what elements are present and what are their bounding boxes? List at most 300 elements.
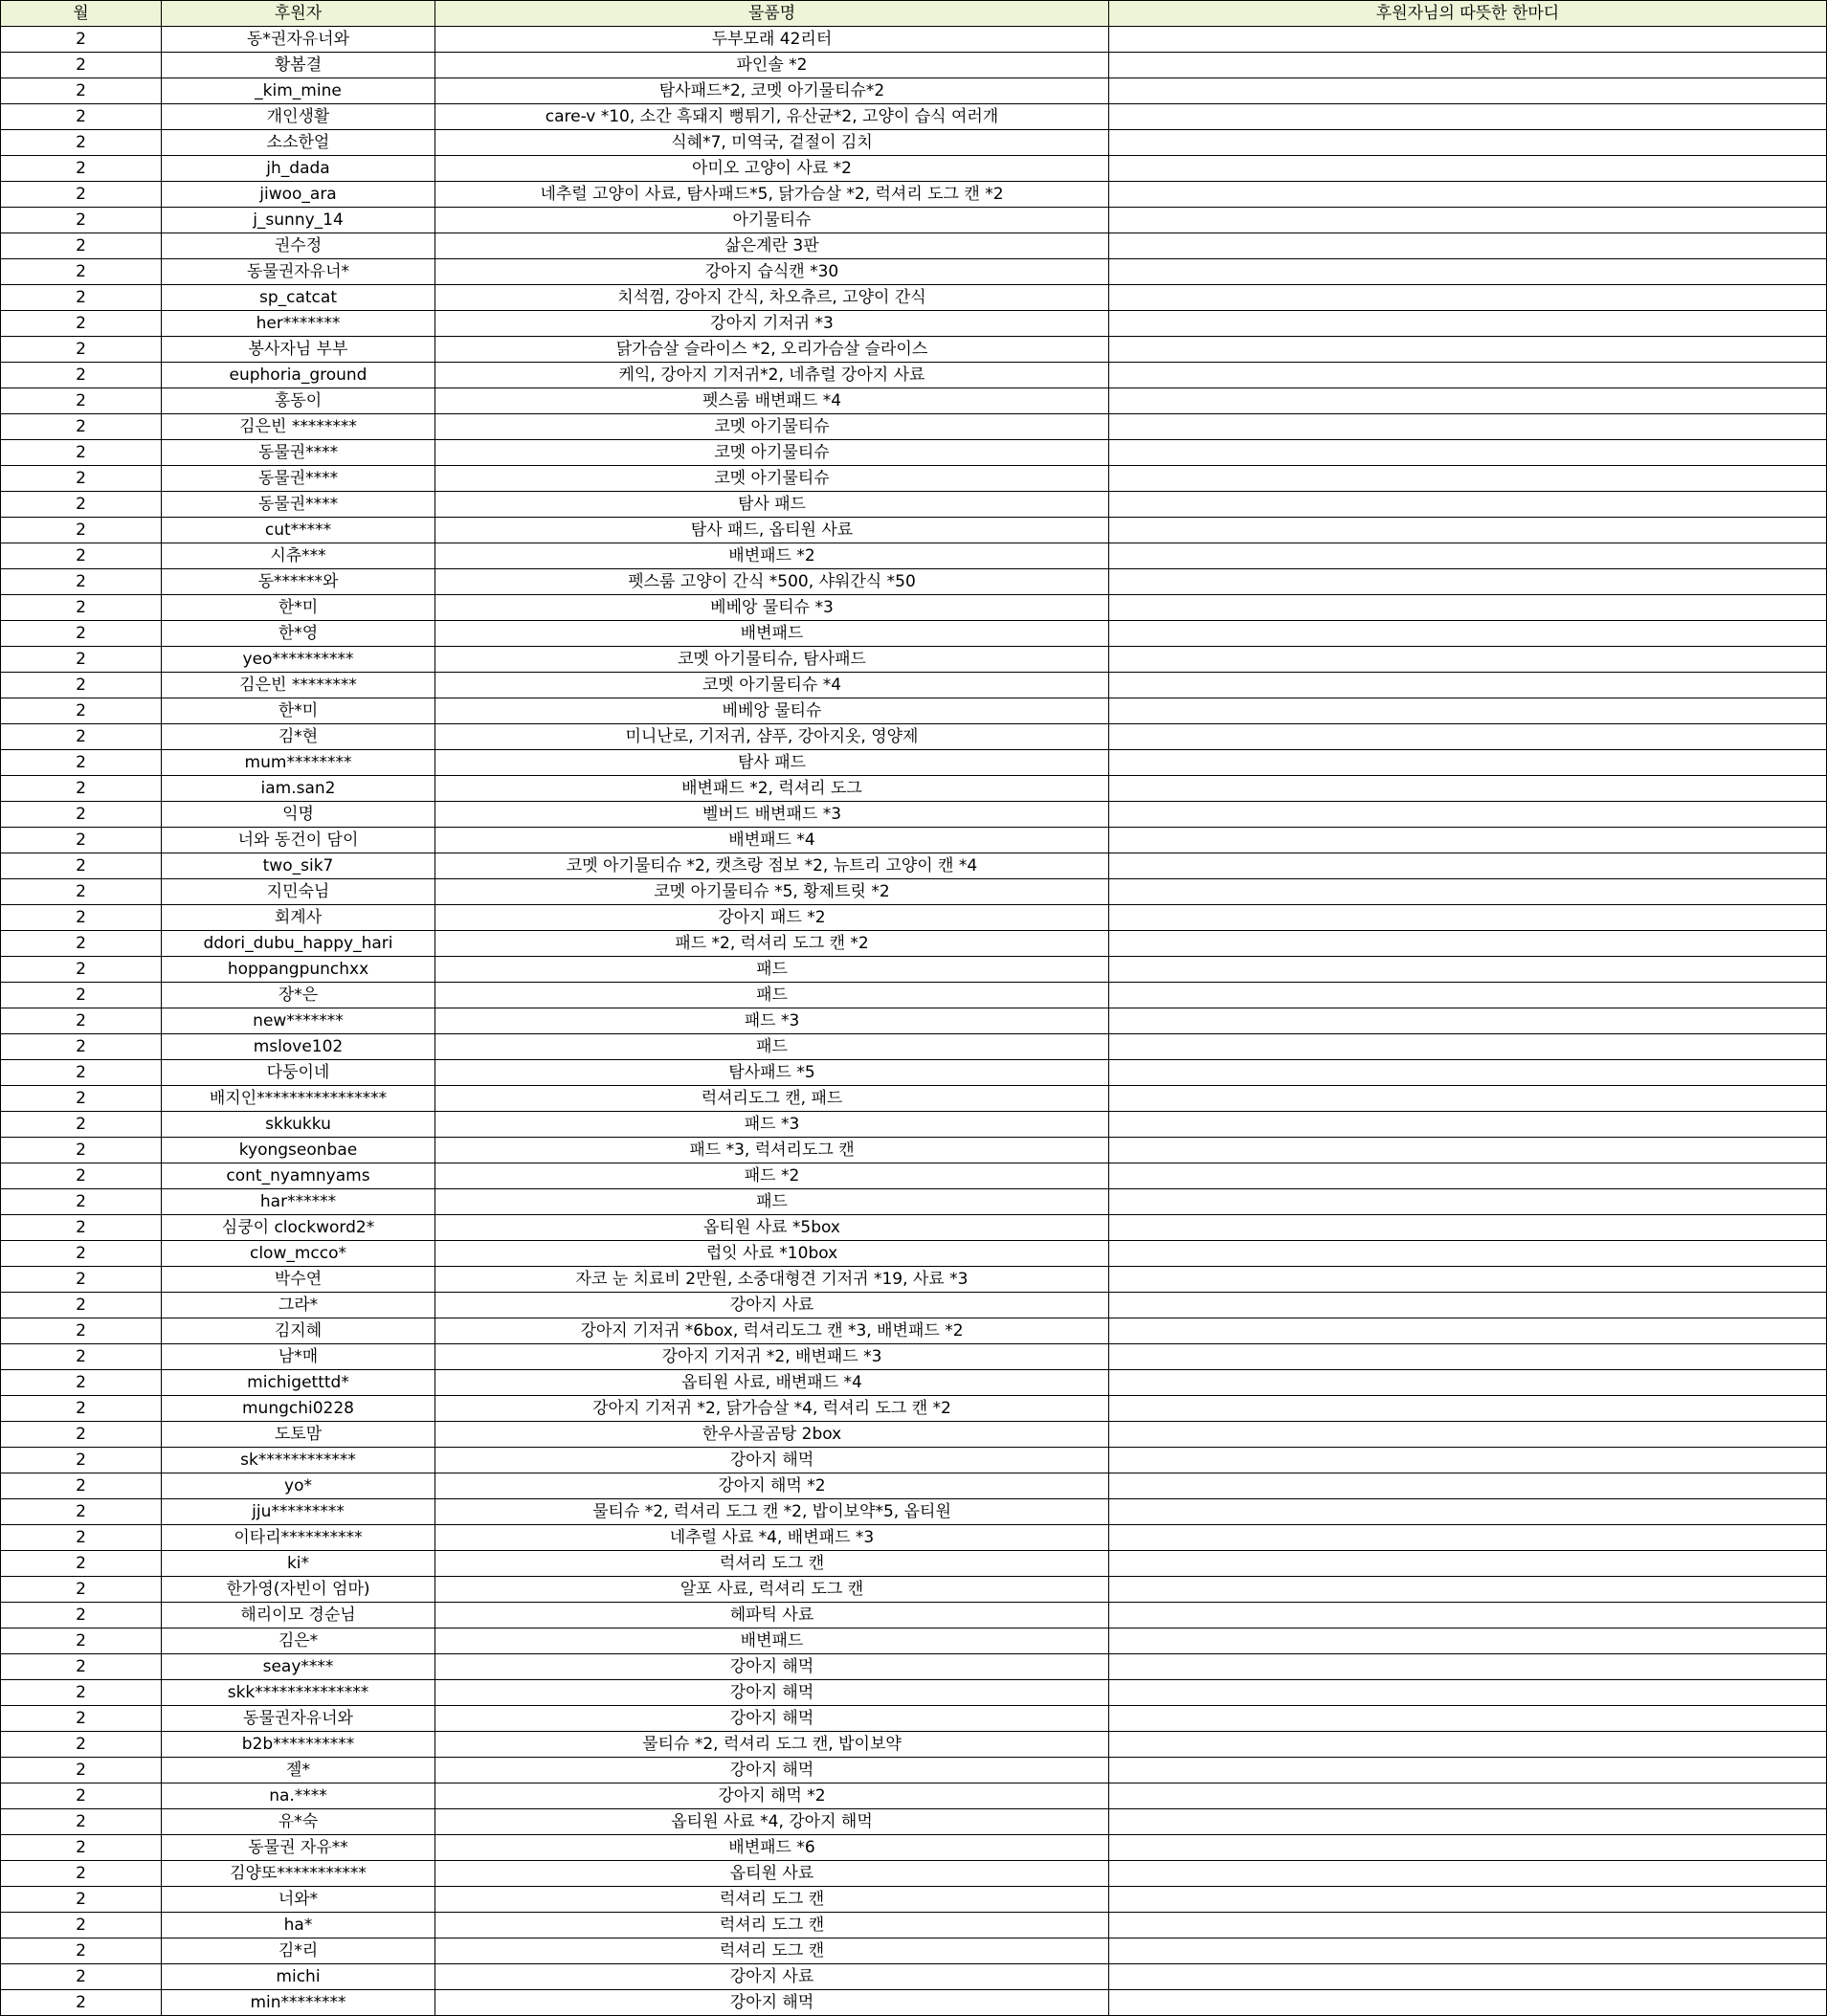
cell-donor[interactable]: 개인생활 — [162, 104, 435, 130]
cell-message[interactable] — [1109, 1938, 1827, 1964]
cell-month[interactable]: 2 — [1, 957, 162, 983]
cell-message[interactable] — [1109, 569, 1827, 595]
cell-item[interactable]: 탐사 패드, 옵티원 사료 — [435, 518, 1109, 543]
cell-donor[interactable]: 너와 동건이 담이 — [162, 828, 435, 853]
cell-item[interactable]: 옵티원 사료 *5box — [435, 1215, 1109, 1241]
cell-message[interactable] — [1109, 724, 1827, 750]
cell-donor[interactable]: hoppangpunchxx — [162, 957, 435, 983]
cell-month[interactable]: 2 — [1, 53, 162, 78]
cell-month[interactable]: 2 — [1, 1628, 162, 1654]
cell-month[interactable]: 2 — [1, 78, 162, 104]
cell-month[interactable]: 2 — [1, 1138, 162, 1163]
cell-donor[interactable]: seay**** — [162, 1654, 435, 1680]
cell-item[interactable]: 럭셔리 도그 캔 — [435, 1938, 1109, 1964]
cell-message[interactable] — [1109, 1783, 1827, 1809]
cell-item[interactable]: 패드 *2, 럭셔리 도그 캔 *2 — [435, 931, 1109, 957]
cell-item[interactable]: 코멧 아기물티슈 — [435, 414, 1109, 440]
cell-donor[interactable]: min******** — [162, 1990, 435, 2016]
cell-donor[interactable]: 동물권자유너* — [162, 259, 435, 285]
cell-donor[interactable]: 지민숙님 — [162, 879, 435, 905]
cell-month[interactable]: 2 — [1, 853, 162, 879]
cell-donor[interactable]: 동물권자유너와 — [162, 1706, 435, 1732]
cell-month[interactable]: 2 — [1, 1861, 162, 1887]
cell-item[interactable]: 헤파틱 사료 — [435, 1603, 1109, 1628]
cell-item[interactable]: 패드 *3, 럭셔리도그 캔 — [435, 1138, 1109, 1163]
cell-donor[interactable]: skkukku — [162, 1112, 435, 1138]
cell-message[interactable] — [1109, 1499, 1827, 1525]
cell-month[interactable]: 2 — [1, 337, 162, 363]
cell-month[interactable]: 2 — [1, 1680, 162, 1706]
cell-month[interactable]: 2 — [1, 1008, 162, 1034]
cell-donor[interactable]: 장*은 — [162, 983, 435, 1008]
cell-donor[interactable]: clow_mcco* — [162, 1241, 435, 1267]
cell-message[interactable] — [1109, 879, 1827, 905]
cell-month[interactable]: 2 — [1, 1086, 162, 1112]
cell-month[interactable]: 2 — [1, 1215, 162, 1241]
cell-message[interactable] — [1109, 1551, 1827, 1577]
cell-month[interactable]: 2 — [1, 1267, 162, 1293]
cell-month[interactable]: 2 — [1, 724, 162, 750]
cell-message[interactable] — [1109, 78, 1827, 104]
cell-message[interactable] — [1109, 466, 1827, 492]
cell-message[interactable] — [1109, 1241, 1827, 1267]
cell-donor[interactable]: 심쿵이 clockword2* — [162, 1215, 435, 1241]
cell-month[interactable]: 2 — [1, 1318, 162, 1344]
cell-donor[interactable]: b2b********** — [162, 1732, 435, 1758]
cell-item[interactable]: 럭셔리 도그 캔 — [435, 1551, 1109, 1577]
cell-donor[interactable]: 동물권**** — [162, 440, 435, 466]
cell-message[interactable] — [1109, 104, 1827, 130]
cell-donor[interactable]: iam.san2 — [162, 776, 435, 802]
cell-donor[interactable]: 젤* — [162, 1758, 435, 1783]
header-donor[interactable]: 후원자 — [162, 1, 435, 27]
cell-item[interactable]: 패드 — [435, 957, 1109, 983]
cell-message[interactable] — [1109, 1008, 1827, 1034]
cell-month[interactable]: 2 — [1, 802, 162, 828]
cell-message[interactable] — [1109, 1473, 1827, 1499]
cell-month[interactable]: 2 — [1, 1809, 162, 1835]
cell-item[interactable]: 패드 *2 — [435, 1163, 1109, 1189]
cell-message[interactable] — [1109, 1628, 1827, 1654]
cell-message[interactable] — [1109, 414, 1827, 440]
cell-donor[interactable]: 너와* — [162, 1887, 435, 1913]
cell-item[interactable]: 네추럴 고양이 사료, 탐사패드*5, 닭가슴살 *2, 럭셔리 도그 캔 *2 — [435, 182, 1109, 208]
cell-item[interactable]: 강아지 사료 — [435, 1964, 1109, 1990]
cell-item[interactable]: 물티슈 *2, 럭셔리 도그 캔 *2, 밥이보약*5, 옵티원 — [435, 1499, 1109, 1525]
cell-message[interactable] — [1109, 983, 1827, 1008]
cell-message[interactable] — [1109, 1189, 1827, 1215]
cell-item[interactable]: care-v *10, 소간 흑돼지 뻥튀기, 유산균*2, 고양이 습식 여러개 — [435, 104, 1109, 130]
cell-message[interactable] — [1109, 388, 1827, 414]
cell-month[interactable]: 2 — [1, 1732, 162, 1758]
cell-item[interactable]: 강아지 사료 — [435, 1293, 1109, 1318]
cell-message[interactable] — [1109, 208, 1827, 233]
cell-month[interactable]: 2 — [1, 363, 162, 388]
cell-message[interactable] — [1109, 492, 1827, 518]
cell-message[interactable] — [1109, 1422, 1827, 1448]
cell-item[interactable]: 코멧 아기물티슈 *2, 캣츠랑 점보 *2, 뉴트리 고양이 캔 *4 — [435, 853, 1109, 879]
cell-donor[interactable]: 동물권 자유** — [162, 1835, 435, 1861]
cell-month[interactable]: 2 — [1, 1887, 162, 1913]
cell-donor[interactable]: 김은빈 ******** — [162, 673, 435, 698]
cell-item[interactable]: 배변패드 — [435, 621, 1109, 647]
cell-item[interactable]: 베베앙 물티슈 *3 — [435, 595, 1109, 621]
cell-item[interactable]: 펫스룸 배변패드 *4 — [435, 388, 1109, 414]
cell-month[interactable]: 2 — [1, 776, 162, 802]
cell-item[interactable]: 강아지 해먹 *2 — [435, 1783, 1109, 1809]
cell-item[interactable]: 배변패드 *6 — [435, 1835, 1109, 1861]
cell-message[interactable] — [1109, 647, 1827, 673]
cell-month[interactable]: 2 — [1, 285, 162, 311]
cell-donor[interactable]: two_sik7 — [162, 853, 435, 879]
cell-message[interactable] — [1109, 1215, 1827, 1241]
cell-message[interactable] — [1109, 1112, 1827, 1138]
cell-message[interactable] — [1109, 1060, 1827, 1086]
cell-month[interactable]: 2 — [1, 1706, 162, 1732]
cell-month[interactable]: 2 — [1, 1654, 162, 1680]
cell-month[interactable]: 2 — [1, 156, 162, 182]
cell-month[interactable]: 2 — [1, 1163, 162, 1189]
cell-item[interactable]: 코멧 아기물티슈 — [435, 466, 1109, 492]
cell-message[interactable] — [1109, 518, 1827, 543]
cell-item[interactable]: 한우사골곰탕 2box — [435, 1422, 1109, 1448]
cell-item[interactable]: 강아지 해먹 *2 — [435, 1473, 1109, 1499]
cell-donor[interactable]: mum******** — [162, 750, 435, 776]
cell-donor[interactable]: 황봄결 — [162, 53, 435, 78]
cell-message[interactable] — [1109, 1706, 1827, 1732]
cell-message[interactable] — [1109, 1448, 1827, 1473]
header-month[interactable]: 월 — [1, 1, 162, 27]
cell-item[interactable]: 자코 눈 치료비 2만원, 소중대형견 기저귀 *19, 사료 *3 — [435, 1267, 1109, 1293]
cell-item[interactable]: 강아지 습식캔 *30 — [435, 259, 1109, 285]
cell-donor[interactable]: 권수정 — [162, 233, 435, 259]
cell-donor[interactable]: 김은빈 ******** — [162, 414, 435, 440]
cell-message[interactable] — [1109, 1887, 1827, 1913]
cell-item[interactable]: 럽잇 사료 *10box — [435, 1241, 1109, 1267]
cell-month[interactable]: 2 — [1, 440, 162, 466]
cell-message[interactable] — [1109, 1525, 1827, 1551]
cell-item[interactable]: 미니난로, 기저귀, 샴푸, 강아지옷, 영양제 — [435, 724, 1109, 750]
cell-donor[interactable]: skk************** — [162, 1680, 435, 1706]
cell-message[interactable] — [1109, 363, 1827, 388]
cell-message[interactable] — [1109, 1603, 1827, 1628]
cell-message[interactable] — [1109, 182, 1827, 208]
cell-month[interactable]: 2 — [1, 1913, 162, 1938]
header-item[interactable]: 물품명 — [435, 1, 1109, 27]
cell-message[interactable] — [1109, 776, 1827, 802]
cell-message[interactable] — [1109, 698, 1827, 724]
cell-message[interactable] — [1109, 905, 1827, 931]
cell-message[interactable] — [1109, 233, 1827, 259]
cell-donor[interactable]: 익명 — [162, 802, 435, 828]
cell-item[interactable]: 케익, 강아지 기저귀*2, 네츄럴 강아지 사료 — [435, 363, 1109, 388]
cell-donor[interactable]: jju********* — [162, 1499, 435, 1525]
cell-donor[interactable]: 한*미 — [162, 595, 435, 621]
cell-item[interactable]: 강아지 해먹 — [435, 1758, 1109, 1783]
cell-item[interactable]: 패드 *3 — [435, 1008, 1109, 1034]
cell-item[interactable]: 럭셔리도그 캔, 패드 — [435, 1086, 1109, 1112]
cell-message[interactable] — [1109, 621, 1827, 647]
cell-donor[interactable]: 소소한얼 — [162, 130, 435, 156]
cell-donor[interactable]: 한*영 — [162, 621, 435, 647]
cell-donor[interactable]: new******* — [162, 1008, 435, 1034]
cell-month[interactable]: 2 — [1, 1396, 162, 1422]
cell-item[interactable]: 코멧 아기물티슈 *4 — [435, 673, 1109, 698]
cell-item[interactable]: 럭셔리 도그 캔 — [435, 1913, 1109, 1938]
cell-month[interactable]: 2 — [1, 130, 162, 156]
cell-item[interactable]: 강아지 해먹 — [435, 1680, 1109, 1706]
cell-month[interactable]: 2 — [1, 750, 162, 776]
cell-message[interactable] — [1109, 337, 1827, 363]
cell-month[interactable]: 2 — [1, 879, 162, 905]
cell-donor[interactable]: 봉사자님 부부 — [162, 337, 435, 363]
cell-item[interactable]: 물티슈 *2, 럭셔리 도그 캔, 밥이보약 — [435, 1732, 1109, 1758]
cell-message[interactable] — [1109, 440, 1827, 466]
cell-item[interactable]: 탐사 패드 — [435, 492, 1109, 518]
cell-item[interactable]: 벨버드 배변패드 *3 — [435, 802, 1109, 828]
cell-item[interactable]: 패드 — [435, 1034, 1109, 1060]
cell-donor[interactable]: 박수연 — [162, 1267, 435, 1293]
cell-message[interactable] — [1109, 1086, 1827, 1112]
cell-month[interactable]: 2 — [1, 1060, 162, 1086]
cell-month[interactable]: 2 — [1, 569, 162, 595]
cell-message[interactable] — [1109, 543, 1827, 569]
cell-month[interactable]: 2 — [1, 466, 162, 492]
cell-donor[interactable]: yeo********** — [162, 647, 435, 673]
cell-month[interactable]: 2 — [1, 1370, 162, 1396]
cell-message[interactable] — [1109, 853, 1827, 879]
cell-item[interactable]: 식혜*7, 미역국, 겉절이 김치 — [435, 130, 1109, 156]
cell-item[interactable]: 삶은계란 3판 — [435, 233, 1109, 259]
cell-item[interactable]: 패드 *3 — [435, 1112, 1109, 1138]
cell-donor[interactable]: mungchi0228 — [162, 1396, 435, 1422]
cell-message[interactable] — [1109, 931, 1827, 957]
cell-item[interactable]: 펫스룸 고양이 간식 *500, 샤워간식 *50 — [435, 569, 1109, 595]
cell-item[interactable]: 배변패드 *2 — [435, 543, 1109, 569]
cell-item[interactable]: 강아지 해먹 — [435, 1654, 1109, 1680]
cell-donor[interactable]: her******* — [162, 311, 435, 337]
cell-donor[interactable]: 김*리 — [162, 1938, 435, 1964]
cell-message[interactable] — [1109, 1990, 1827, 2016]
cell-month[interactable]: 2 — [1, 595, 162, 621]
cell-donor[interactable]: 그라* — [162, 1293, 435, 1318]
cell-month[interactable]: 2 — [1, 518, 162, 543]
cell-month[interactable]: 2 — [1, 1112, 162, 1138]
cell-donor[interactable]: 홍동이 — [162, 388, 435, 414]
header-message[interactable]: 후원자님의 따뜻한 한마디 — [1109, 1, 1827, 27]
cell-item[interactable]: 강아지 해먹 — [435, 1706, 1109, 1732]
cell-item[interactable]: 강아지 기저귀 *3 — [435, 311, 1109, 337]
cell-month[interactable]: 2 — [1, 1293, 162, 1318]
cell-donor[interactable]: j_sunny_14 — [162, 208, 435, 233]
cell-item[interactable]: 옵티원 사료 — [435, 1861, 1109, 1887]
cell-message[interactable] — [1109, 1732, 1827, 1758]
cell-donor[interactable]: 다둥이네 — [162, 1060, 435, 1086]
cell-month[interactable]: 2 — [1, 1603, 162, 1628]
cell-month[interactable]: 2 — [1, 1422, 162, 1448]
cell-item[interactable]: 탐사 패드 — [435, 750, 1109, 776]
cell-month[interactable]: 2 — [1, 905, 162, 931]
cell-month[interactable]: 2 — [1, 1990, 162, 2016]
cell-item[interactable]: 베베앙 물티슈 — [435, 698, 1109, 724]
cell-month[interactable]: 2 — [1, 1525, 162, 1551]
cell-donor[interactable]: 배지인**************** — [162, 1086, 435, 1112]
cell-donor[interactable]: 동******와 — [162, 569, 435, 595]
cell-donor[interactable]: 김은* — [162, 1628, 435, 1654]
cell-item[interactable]: 강아지 패드 *2 — [435, 905, 1109, 931]
cell-item[interactable]: 닭가슴살 슬라이스 *2, 오리가슴살 슬라이스 — [435, 337, 1109, 363]
cell-message[interactable] — [1109, 1267, 1827, 1293]
cell-item[interactable]: 네추럴 사료 *4, 배변패드 *3 — [435, 1525, 1109, 1551]
cell-message[interactable] — [1109, 1861, 1827, 1887]
cell-donor[interactable]: cut***** — [162, 518, 435, 543]
cell-donor[interactable]: 한가영(자빈이 엄마) — [162, 1577, 435, 1603]
cell-message[interactable] — [1109, 1318, 1827, 1344]
cell-item[interactable]: 옵티원 사료 *4, 강아지 해먹 — [435, 1809, 1109, 1835]
cell-donor[interactable]: ddori_dubu_happy_hari — [162, 931, 435, 957]
cell-month[interactable]: 2 — [1, 673, 162, 698]
cell-message[interactable] — [1109, 1809, 1827, 1835]
cell-item[interactable]: 알포 사료, 럭셔리 도그 캔 — [435, 1577, 1109, 1603]
cell-month[interactable]: 2 — [1, 1499, 162, 1525]
cell-month[interactable]: 2 — [1, 27, 162, 53]
cell-item[interactable]: 아미오 고양이 사료 *2 — [435, 156, 1109, 182]
cell-month[interactable]: 2 — [1, 647, 162, 673]
cell-month[interactable]: 2 — [1, 259, 162, 285]
cell-donor[interactable]: 유*숙 — [162, 1809, 435, 1835]
cell-message[interactable] — [1109, 1680, 1827, 1706]
cell-month[interactable]: 2 — [1, 828, 162, 853]
cell-item[interactable]: 파인솔 *2 — [435, 53, 1109, 78]
cell-donor[interactable]: har****** — [162, 1189, 435, 1215]
cell-donor[interactable]: michi — [162, 1964, 435, 1990]
cell-donor[interactable]: na.**** — [162, 1783, 435, 1809]
cell-message[interactable] — [1109, 311, 1827, 337]
cell-month[interactable]: 2 — [1, 931, 162, 957]
cell-donor[interactable]: 김지혜 — [162, 1318, 435, 1344]
cell-message[interactable] — [1109, 673, 1827, 698]
cell-message[interactable] — [1109, 130, 1827, 156]
cell-item[interactable]: 강아지 해먹 — [435, 1448, 1109, 1473]
cell-month[interactable]: 2 — [1, 1473, 162, 1499]
cell-message[interactable] — [1109, 259, 1827, 285]
cell-month[interactable]: 2 — [1, 1551, 162, 1577]
cell-message[interactable] — [1109, 1370, 1827, 1396]
cell-donor[interactable]: 회계사 — [162, 905, 435, 931]
cell-donor[interactable]: 김*현 — [162, 724, 435, 750]
cell-item[interactable]: 배변패드 *4 — [435, 828, 1109, 853]
cell-message[interactable] — [1109, 1163, 1827, 1189]
cell-message[interactable] — [1109, 1344, 1827, 1370]
cell-item[interactable]: 강아지 해먹 — [435, 1990, 1109, 2016]
cell-message[interactable] — [1109, 1758, 1827, 1783]
cell-donor[interactable]: 시츄*** — [162, 543, 435, 569]
cell-month[interactable]: 2 — [1, 1758, 162, 1783]
cell-item[interactable]: 패드 — [435, 983, 1109, 1008]
cell-message[interactable] — [1109, 1835, 1827, 1861]
cell-item[interactable]: 코멧 아기물티슈 — [435, 440, 1109, 466]
cell-item[interactable]: 강아지 기저귀 *6box, 럭셔리도그 캔 *3, 배변패드 *2 — [435, 1318, 1109, 1344]
cell-item[interactable]: 치석껌, 강아지 간식, 차오츄르, 고양이 간식 — [435, 285, 1109, 311]
cell-item[interactable]: 배변패드 — [435, 1628, 1109, 1654]
cell-month[interactable]: 2 — [1, 1448, 162, 1473]
cell-item[interactable]: 코멧 아기물티슈 *5, 황제트릿 *2 — [435, 879, 1109, 905]
cell-donor[interactable]: _kim_mine — [162, 78, 435, 104]
cell-message[interactable] — [1109, 1913, 1827, 1938]
cell-message[interactable] — [1109, 1138, 1827, 1163]
cell-item[interactable]: 배변패드 *2, 럭셔리 도그 — [435, 776, 1109, 802]
cell-month[interactable]: 2 — [1, 182, 162, 208]
cell-month[interactable]: 2 — [1, 414, 162, 440]
cell-donor[interactable]: 해리이모 경순님 — [162, 1603, 435, 1628]
cell-month[interactable]: 2 — [1, 1577, 162, 1603]
cell-item[interactable]: 두부모래 42리터 — [435, 27, 1109, 53]
cell-message[interactable] — [1109, 802, 1827, 828]
cell-donor[interactable]: cont_nyamnyams — [162, 1163, 435, 1189]
cell-message[interactable] — [1109, 595, 1827, 621]
cell-month[interactable]: 2 — [1, 543, 162, 569]
cell-month[interactable]: 2 — [1, 1938, 162, 1964]
cell-month[interactable]: 2 — [1, 1344, 162, 1370]
cell-donor[interactable]: ki* — [162, 1551, 435, 1577]
cell-message[interactable] — [1109, 828, 1827, 853]
cell-month[interactable]: 2 — [1, 1034, 162, 1060]
cell-donor[interactable]: jiwoo_ara — [162, 182, 435, 208]
cell-donor[interactable]: ha* — [162, 1913, 435, 1938]
cell-month[interactable]: 2 — [1, 233, 162, 259]
cell-message[interactable] — [1109, 156, 1827, 182]
cell-message[interactable] — [1109, 750, 1827, 776]
cell-month[interactable]: 2 — [1, 1964, 162, 1990]
cell-month[interactable]: 2 — [1, 621, 162, 647]
cell-item[interactable]: 코멧 아기물티슈, 탐사패드 — [435, 647, 1109, 673]
cell-donor[interactable]: sp_catcat — [162, 285, 435, 311]
cell-month[interactable]: 2 — [1, 698, 162, 724]
cell-message[interactable] — [1109, 1034, 1827, 1060]
cell-message[interactable] — [1109, 1293, 1827, 1318]
cell-item[interactable]: 패드 — [435, 1189, 1109, 1215]
cell-month[interactable]: 2 — [1, 492, 162, 518]
cell-month[interactable]: 2 — [1, 1835, 162, 1861]
cell-month[interactable]: 2 — [1, 311, 162, 337]
cell-donor[interactable]: 동물권**** — [162, 466, 435, 492]
cell-month[interactable]: 2 — [1, 208, 162, 233]
cell-item[interactable]: 아기물티슈 — [435, 208, 1109, 233]
cell-message[interactable] — [1109, 957, 1827, 983]
cell-donor[interactable]: sk************ — [162, 1448, 435, 1473]
cell-message[interactable] — [1109, 27, 1827, 53]
cell-item[interactable]: 옵티원 사료, 배변패드 *4 — [435, 1370, 1109, 1396]
cell-item[interactable]: 강아지 기저귀 *2, 배변패드 *3 — [435, 1344, 1109, 1370]
cell-month[interactable]: 2 — [1, 1189, 162, 1215]
cell-month[interactable]: 2 — [1, 1783, 162, 1809]
cell-donor[interactable]: jh_dada — [162, 156, 435, 182]
cell-message[interactable] — [1109, 53, 1827, 78]
cell-item[interactable]: 탐사패드 *5 — [435, 1060, 1109, 1086]
cell-message[interactable] — [1109, 1654, 1827, 1680]
cell-month[interactable]: 2 — [1, 983, 162, 1008]
cell-message[interactable] — [1109, 1964, 1827, 1990]
cell-message[interactable] — [1109, 1396, 1827, 1422]
cell-message[interactable] — [1109, 1577, 1827, 1603]
cell-donor[interactable]: 남*매 — [162, 1344, 435, 1370]
cell-item[interactable]: 탐사패드*2, 코멧 아기물티슈*2 — [435, 78, 1109, 104]
cell-donor[interactable]: 도토맘 — [162, 1422, 435, 1448]
cell-message[interactable] — [1109, 285, 1827, 311]
cell-donor[interactable]: 한*미 — [162, 698, 435, 724]
cell-donor[interactable]: 동물권**** — [162, 492, 435, 518]
cell-donor[interactable]: 동*권자유너와 — [162, 27, 435, 53]
